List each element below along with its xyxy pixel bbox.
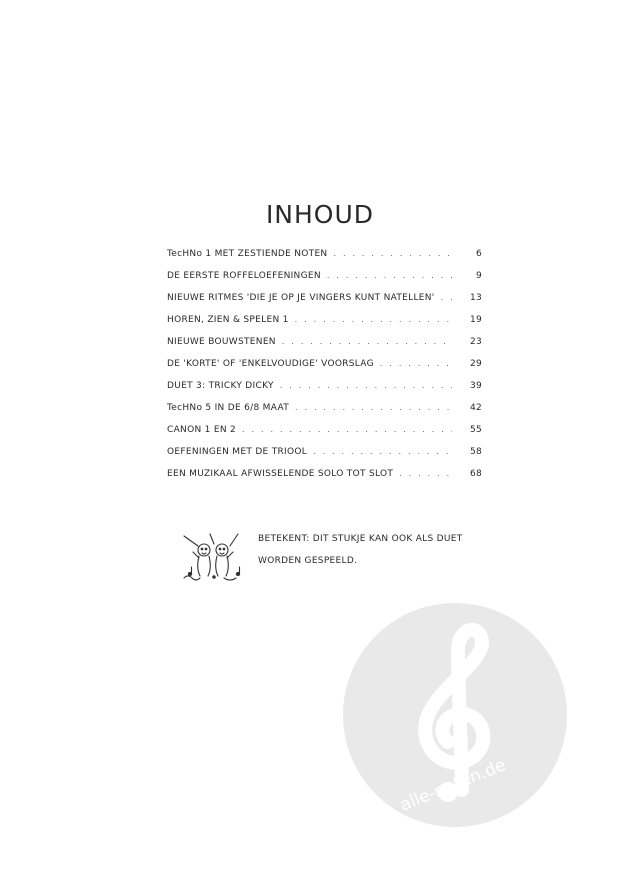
toc-entry-title: CANON 1 EN 2 (167, 425, 237, 435)
toc-leader-dots (295, 403, 452, 412)
duet-legend (180, 528, 490, 588)
toc-entry (167, 337, 482, 359)
toc-entry (167, 469, 482, 491)
toc-leader-dots (399, 469, 452, 478)
toc-entry-page: 42 (469, 403, 482, 413)
toc-entry (167, 403, 482, 425)
toc-entry-page: 68 (469, 469, 482, 479)
toc-leader-dots (327, 271, 452, 280)
toc-leader-dots (242, 425, 452, 434)
toc-entry-page: 19 (469, 315, 482, 325)
toc-leader-dots (380, 359, 452, 368)
toc-entry-title: NIEUWE BOUWSTENEN (167, 337, 276, 347)
toc-entry-page: 39 (469, 381, 482, 391)
toc-entry-page: 13 (469, 293, 482, 303)
toc-entry-title: OEFENINGEN MET DE TRIOOL (167, 447, 308, 457)
toc-entry-page: 58 (469, 447, 482, 457)
toc-leader-dots (280, 381, 452, 390)
toc-entry-title: TecHNo 1 MET ZESTIENDE NOTEN (167, 249, 328, 259)
duet-legend-text: BETEKENT: DIT STUKJE KAN OOK ALS DUET WORDEN GESPEELD. (258, 534, 463, 566)
toc-entry (167, 249, 482, 271)
toc-entry-page: 23 (469, 337, 482, 347)
toc-entry (167, 359, 482, 381)
toc-leader-dots (282, 337, 452, 346)
toc-entry-title: HOREN, ZIEN & SPELEN 1 (167, 315, 289, 325)
toc-entry-title: NIEUWE RITMES 'DIE JE OP JE VINGERS KUNT NATELLEN' (167, 293, 435, 303)
toc-entry (167, 425, 482, 447)
toc-entry-page: 55 (469, 425, 482, 435)
toc-leader-dots (313, 447, 452, 456)
toc-entry (167, 315, 482, 337)
toc-entry-page: 6 (475, 249, 482, 259)
toc-entry-title: TecHNo 5 IN DE 6/8 MAAT (167, 403, 290, 413)
toc-entry (167, 447, 482, 469)
toc-entry (167, 271, 482, 293)
toc-leader-dots (441, 293, 452, 302)
toc-entry-page: 9 (475, 271, 482, 281)
treble-clef-icon (340, 600, 570, 830)
toc-leader-dots (333, 249, 452, 258)
toc-entry-page: 29 (469, 359, 482, 369)
toc-entry-title: DE 'KORTE' OF 'ENKELVOUDIGE' VOORSLAG (167, 359, 374, 369)
table-of-contents (167, 249, 482, 491)
two-drummers-duet-icon (180, 530, 248, 584)
toc-leader-dots (295, 315, 452, 324)
toc-entry (167, 381, 482, 403)
page-title: INHOUD (265, 200, 375, 229)
toc-entry-title: EEN MUZIKAAL AFWISSELENDE SOLO TOT SLOT (167, 469, 394, 479)
watermark-text: alle-noten.de (397, 755, 509, 816)
toc-entry (167, 293, 482, 315)
toc-entry-title: DUET 3: TRICKY DICKY (167, 381, 274, 391)
toc-entry-title: DE EERSTE ROFFELOEFENINGEN (167, 271, 321, 281)
